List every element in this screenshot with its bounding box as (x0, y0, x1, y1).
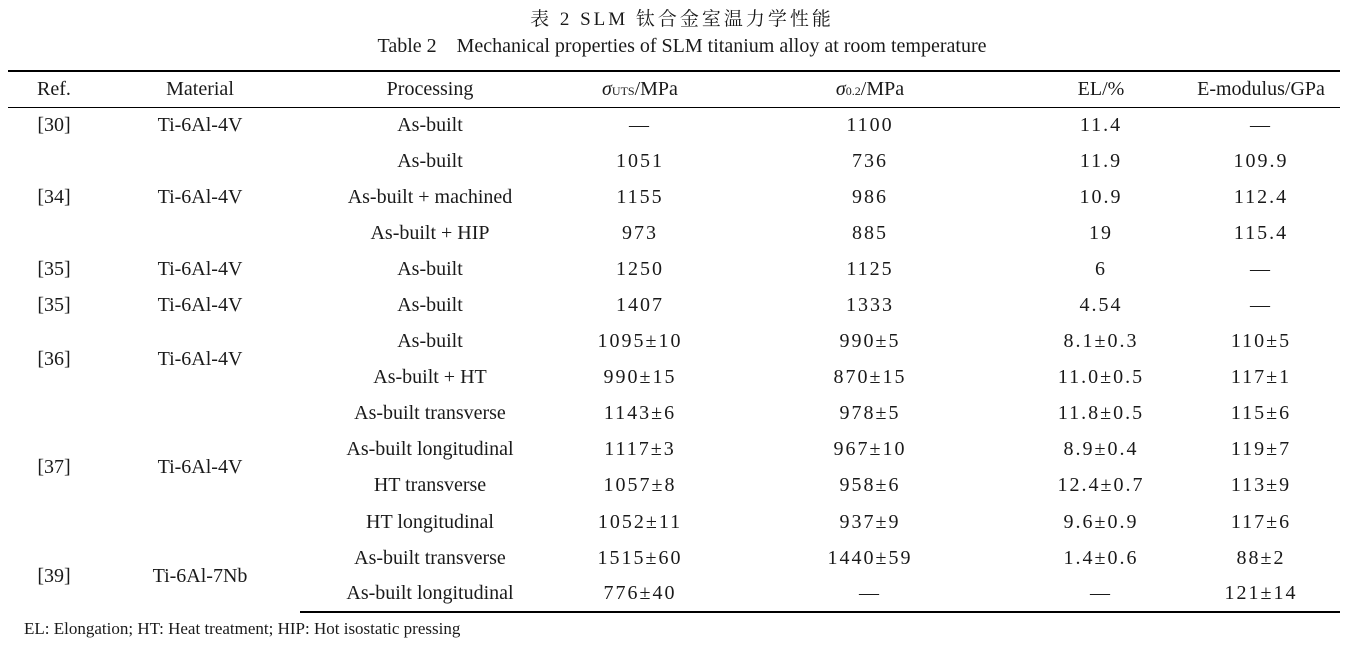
uts-unit: /MPa (634, 77, 678, 100)
cell-uts: 1095±10 (597, 330, 683, 353)
ys-unit: /MPa (860, 77, 905, 100)
table-row (8, 143, 1340, 179)
cell-material: Ti-6Al-7Nb (152, 564, 248, 587)
cell-emodulus: 119±7 (1230, 438, 1292, 461)
cell-emodulus: 115±6 (1230, 402, 1292, 425)
header-ref: Ref. (8, 71, 100, 107)
cell-yield: 736 (852, 149, 888, 172)
header-material: Material (100, 71, 300, 107)
cell-elongation: — (1020, 576, 1182, 612)
cell-emodulus: 115.4 (1233, 221, 1289, 244)
cell-elongation: 6 (1095, 257, 1107, 280)
cell-uts: 1143±6 (603, 402, 677, 425)
cell-elongation: 19 (1089, 221, 1113, 244)
cell-uts: 1155 (616, 185, 664, 208)
header-yield (720, 71, 1020, 107)
cell-elongation: 12.4±0.7 (1057, 474, 1145, 497)
cell-elongation: 8.1±0.3 (1063, 330, 1139, 353)
cell-uts: 1051 (616, 149, 664, 172)
cell-uts: 973 (622, 221, 658, 244)
cell-uts: 1057±8 (603, 474, 677, 497)
cell-emodulus: 109.9 (1233, 149, 1289, 172)
cell-yield: 978±5 (839, 402, 901, 425)
cell-elongation: 11.8±0.5 (1057, 402, 1145, 425)
cell-elongation: 4.54 (1079, 294, 1123, 317)
cell-emodulus: 88±2 (1236, 546, 1286, 569)
uts-subscript: UTS (611, 83, 635, 98)
table-caption-en (0, 35, 1364, 58)
cell-emodulus: 113±9 (1230, 474, 1292, 497)
cell-elongation: 10.9 (1079, 185, 1123, 208)
cell-yield: 885 (852, 221, 888, 244)
cell-yield: 870±15 (833, 366, 907, 389)
cell-yield: 937±9 (839, 510, 901, 533)
cell-processing: As-built (397, 257, 463, 280)
table-row (8, 540, 1340, 576)
cell-yield: 1125 (846, 257, 894, 280)
cell-processing: As-built (397, 113, 463, 136)
cell-processing: As-built longitudinal (300, 576, 560, 612)
cell-emodulus: — (1250, 113, 1272, 136)
cell-material: Ti-6Al-4V (157, 456, 243, 479)
cell-processing: As-built transverse (354, 546, 506, 569)
cell-material: Ti-6Al-4V (157, 113, 243, 136)
cell-uts: 1250 (616, 257, 664, 280)
cell-elongation: 11.0±0.5 (1057, 366, 1145, 389)
cell-material: Ti-6Al-4V (157, 348, 243, 371)
header-uts (560, 71, 720, 107)
table-footnote: EL: Elongation; HT: Heat treatment; HIP: Hot isostatic pressing (24, 619, 461, 638)
cell-emodulus: 110±5 (1230, 330, 1292, 353)
cell-emodulus: — (1250, 257, 1272, 280)
table-caption-label: Table 2 (377, 35, 437, 57)
cell-emodulus: 112.4 (1233, 185, 1289, 208)
cell-ref: [34] (37, 185, 71, 208)
cell-uts: 1407 (616, 294, 664, 317)
header-processing: Processing (300, 71, 560, 107)
cell-ref: [37] (37, 456, 71, 479)
cell-processing: As-built + HIP (370, 221, 490, 244)
cell-yield: 990±5 (839, 330, 901, 353)
table-header-row (8, 71, 1340, 107)
ys-subscript: 0.2 (845, 83, 861, 98)
ys-symbol: σ (835, 77, 846, 100)
cell-processing: As-built transverse (354, 402, 506, 425)
cell-processing: As-built (397, 330, 463, 353)
cell-uts: 776±40 (560, 576, 720, 612)
cell-yield: 1440±59 (827, 546, 913, 569)
cell-yield: — (720, 576, 1020, 612)
cell-ref: [36] (37, 348, 71, 371)
cell-elongation: 9.6±0.9 (1063, 510, 1139, 533)
cell-processing: HT transverse (373, 474, 487, 497)
properties-table (8, 70, 1340, 613)
table-row (8, 107, 1340, 143)
cell-elongation: 11.4 (1079, 113, 1123, 136)
cell-emodulus: 121±14 (1182, 576, 1340, 612)
cell-uts: 990±15 (603, 366, 677, 389)
cell-material: Ti-6Al-4V (157, 257, 243, 280)
table-row (8, 396, 1340, 432)
cell-material: Ti-6Al-4V (157, 185, 243, 208)
cell-processing: As-built + machined (347, 185, 513, 208)
cell-emodulus: — (1250, 294, 1272, 317)
cell-emodulus: 117±1 (1230, 366, 1292, 389)
cell-uts: 1515±60 (597, 546, 683, 569)
cell-uts: 1052±11 (597, 510, 683, 533)
cell-ref: [35] (37, 257, 71, 280)
cell-processing: As-built (397, 294, 463, 317)
cell-processing: As-built (397, 149, 463, 172)
cell-processing: HT longitudinal (366, 510, 494, 533)
cell-yield: 958±6 (839, 474, 901, 497)
cell-elongation: 1.4±0.6 (1063, 546, 1139, 569)
header-emodulus: E-modulus/GPa (1182, 71, 1340, 107)
cell-processing: As-built + HT (373, 366, 487, 389)
cell-processing: As-built longitudinal (346, 438, 514, 461)
cell-uts: — (629, 113, 651, 136)
header-elongation: EL/% (1020, 71, 1182, 107)
table-caption-text: Mechanical properties of SLM titanium alloy at room temperature (456, 35, 987, 57)
cell-material: Ti-6Al-4V (157, 294, 243, 317)
cell-uts: 1117±3 (604, 438, 676, 461)
cell-elongation: 11.9 (1079, 149, 1123, 172)
table-row (8, 324, 1340, 360)
cell-yield: 1100 (846, 113, 894, 136)
cell-ref: [39] (37, 564, 71, 587)
table-row (8, 251, 1340, 287)
uts-symbol: σ (602, 77, 612, 100)
cell-yield: 1333 (846, 294, 894, 317)
cell-yield: 986 (852, 185, 888, 208)
cell-ref: [35] (37, 294, 71, 317)
cell-ref: [30] (37, 113, 71, 136)
table-caption-cn: 表 2 SLM 钛合金室温力学性能 (530, 9, 834, 30)
cell-elongation: 8.9±0.4 (1063, 438, 1139, 461)
cell-yield: 967±10 (833, 438, 907, 461)
table-row (8, 287, 1340, 323)
cell-emodulus: 117±6 (1230, 510, 1292, 533)
